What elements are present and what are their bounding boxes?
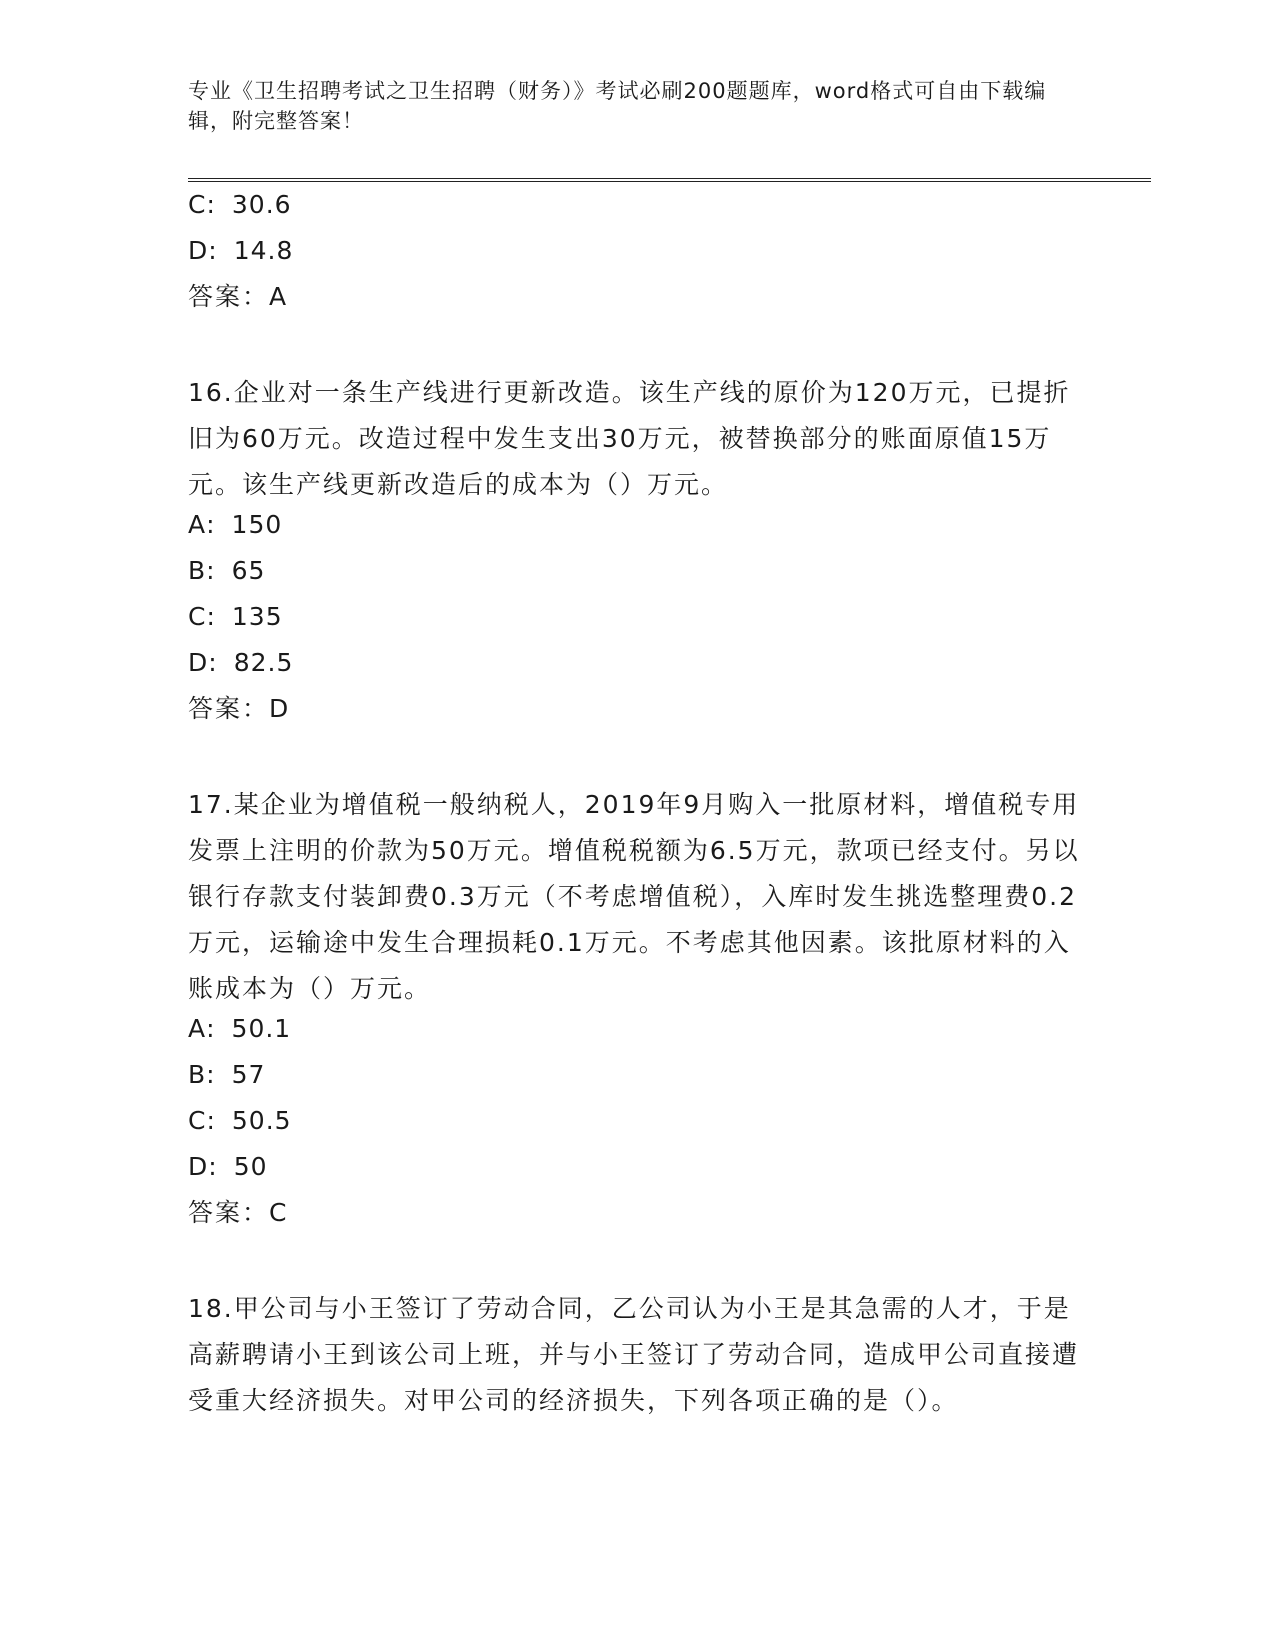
option-d: D: 14.8: [188, 236, 294, 265]
option-a: A: 50.1: [188, 1014, 292, 1043]
option-d: D: 82.5: [188, 648, 294, 677]
header-divider: [188, 178, 1151, 182]
document-body: [188, 190, 1088, 1426]
document-header: 专业《卫生招聘考试之卫生招聘（财务）》考试必刷200题题库，word格式可自由下载编辑，附完整答案！: [188, 79, 1047, 133]
answer-line: 答案：C: [188, 1198, 289, 1227]
option-c: C: 50.5: [188, 1106, 292, 1135]
question-17: 17.某企业为增值税一般纳税人，2019年9月购入一批原材料，增值税专用发票上注明的价款为50万元。增值税税额为6.5万元，款项已经支付。另以银行存款支付装卸费0.3万元（不考虑增值税），入库时发生挑选整理费0.2万元，运输途中发生合理损耗0.1万元。不考虑其他因素。该批原材料的入账成本为（）万元。: [188, 790, 1080, 1003]
question-16: 16.企业对一条生产线进行更新改造。该生产线的原价为120万元，已提折旧为60万元。改造过程中发生支出30万元，被替换部分的账面原值15万元。该生产线更新改造后的成本为（）万元。: [188, 378, 1071, 499]
answer-line: 答案：D: [188, 694, 291, 723]
answer-line: 答案：A: [188, 282, 289, 311]
option-b: B: 65: [188, 556, 266, 585]
option-c: C: 135: [188, 602, 283, 631]
option-b: B: 57: [188, 1060, 266, 1089]
option-d: D: 50: [188, 1152, 268, 1181]
question-18: 18.甲公司与小王签订了劳动合同，乙公司认为小王是其急需的人才，于是高薪聘请小王到该公司上班，并与小王签订了劳动合同，造成甲公司直接遭受重大经济损失。对甲公司的经济损失，下列各项正确的是（）。: [188, 1294, 1080, 1415]
option-c: C: 30.6: [188, 190, 292, 219]
option-a: A: 150: [188, 510, 283, 539]
